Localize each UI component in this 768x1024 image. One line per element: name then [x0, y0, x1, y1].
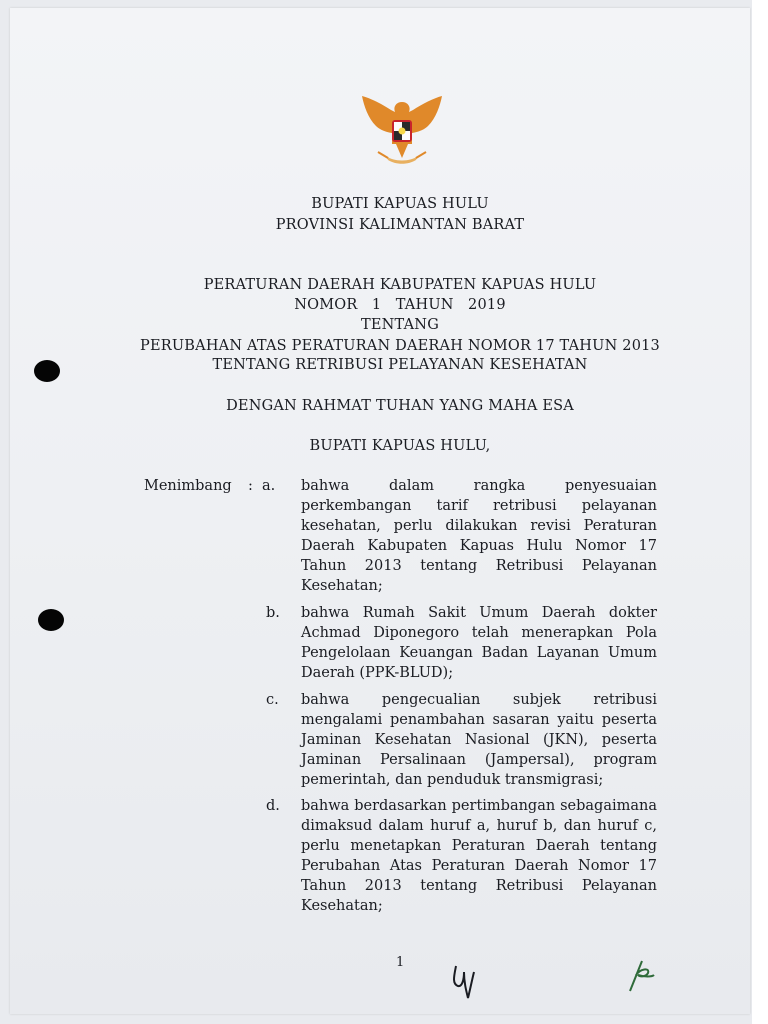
item-line: Jaminan Kesehatan Nasional (JKN), peserta [301, 732, 657, 748]
item-line: Daerah (PPK-BLUD); [301, 665, 454, 681]
paraf-signature-2 [624, 955, 658, 995]
garuda-emblem-icon [358, 92, 446, 172]
item-letter: b. [266, 605, 280, 621]
considerations-colon: : [248, 478, 253, 494]
item-line: Pengelolaan Keuangan Badan Layanan Umum [301, 645, 657, 661]
scan-border [752, 0, 768, 1024]
item-line: bahwa Rumah Sakit Umum Daerah dokter [301, 605, 657, 621]
item-line: Kesehatan; [301, 578, 383, 594]
title-line-2: NOMOR 1 TAHUN 2019 [294, 297, 506, 313]
item-line: Tahun 2013 tentang Retribusi Pelayanan [301, 878, 657, 894]
item-line: Achmad Diponegoro telah menerapkan Pola [301, 625, 657, 641]
title-line-5: TENTANG RETRIBUSI PELAYANAN KESEHATAN [212, 357, 588, 373]
item-letter: c. [266, 692, 279, 708]
authority-line: BUPATI KAPUAS HULU, [309, 438, 491, 454]
item-line: pemerintah, dan penduduk transmigrasi; [301, 772, 604, 788]
item-letter: d. [266, 798, 280, 814]
item-line: kesehatan, perlu dilakukan revisi Peraturan [301, 518, 657, 534]
issuer-line-2: PROVINSI KALIMANTAN BARAT [275, 217, 525, 233]
considerations-heading: Menimbang [144, 478, 232, 494]
item-line: Tahun 2013 tentang Retribusi Pelayanan [301, 558, 657, 574]
title-line-3: TENTANG [361, 317, 439, 333]
title-line-4: PERUBAHAN ATAS PERATURAN DAERAH NOMOR 17 TAHUN 2013 [140, 338, 660, 354]
issuer-line-1: BUPATI KAPUAS HULU [311, 196, 489, 212]
punch-hole-top [34, 360, 60, 382]
page-number: 1 [396, 955, 405, 970]
item-line: Kesehatan; [301, 898, 383, 914]
item-line: bahwa pengecualian subjek retribusi [301, 692, 657, 708]
item-line: bahwa berdasarkan pertimbangan sebagaimana [301, 798, 657, 814]
title-line-1: PERATURAN DAERAH KABUPATEN KAPUAS HULU [203, 277, 597, 293]
item-line: perlu menetapkan Peraturan Daerah tentang [301, 838, 657, 854]
item-letter: a. [262, 478, 276, 494]
item-line: Perubahan Atas Peraturan Daerah Nomor 17 [301, 858, 657, 874]
paraf-signature-1 [448, 960, 484, 1002]
item-line: Jaminan Persalinaan (Jampersal), program [301, 752, 657, 768]
item-line: mengalami penambahan sasaran yaitu peserta [301, 712, 657, 728]
item-line: bahwa dalam rangka penyesuaian [301, 478, 657, 494]
item-line: Daerah Kabupaten Kapuas Hulu Nomor 17 [301, 538, 657, 554]
punch-hole-bottom [38, 609, 64, 631]
item-line: dimaksud dalam huruf a, huruf b, dan huruf c, [301, 818, 657, 834]
blessing-line: DENGAN RAHMAT TUHAN YANG MAHA ESA [226, 398, 574, 414]
item-line: perkembangan tarif retribusi pelayanan [301, 498, 657, 514]
